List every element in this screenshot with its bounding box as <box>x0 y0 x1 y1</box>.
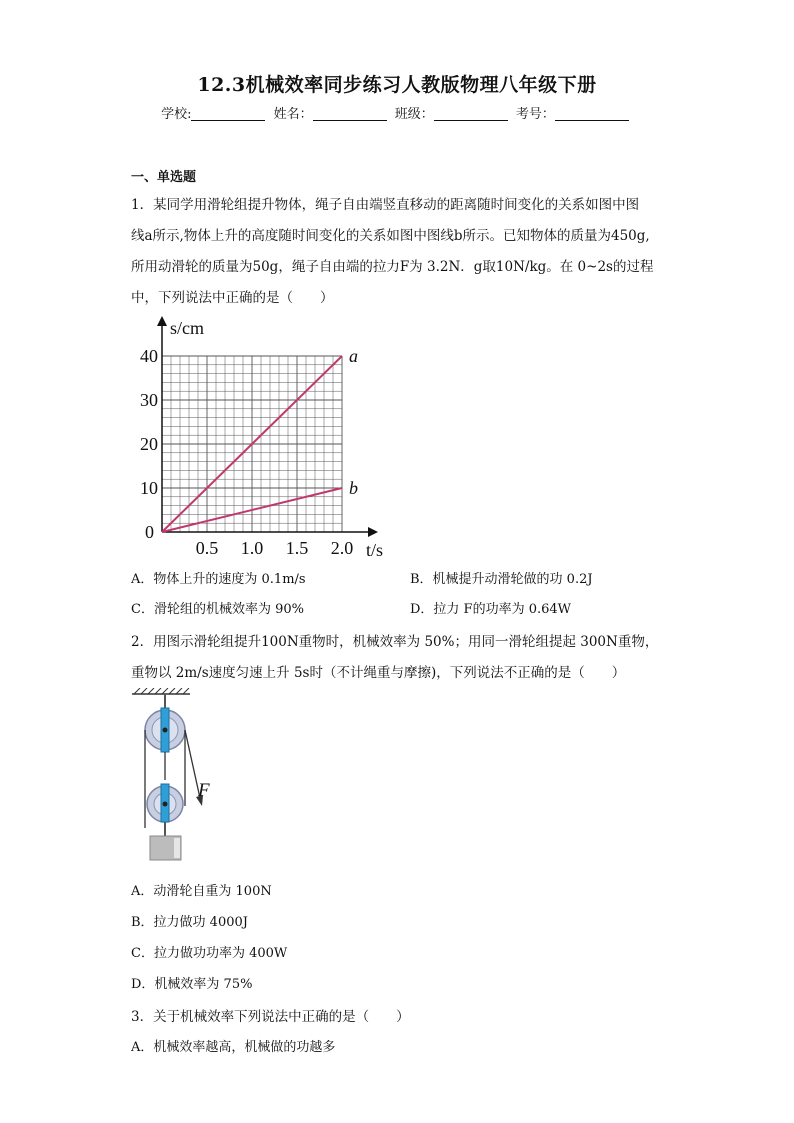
q2-line-1: 2．用图示滑轮组提升100N重物时，机械效率为 50%；用同一滑轮组提起 300N重物， <box>131 634 659 650</box>
name-label: 姓名： <box>273 107 313 122</box>
x-tick-label: 1.0 <box>240 538 264 557</box>
student-info-row <box>0 103 794 122</box>
x-axis-arrow <box>368 527 378 537</box>
q1-option-d: D．拉力 F的功率为 0.64W <box>410 602 572 617</box>
origin-label: 0 <box>145 522 154 542</box>
q1-line-1: 1．某同学用滑轮组提升物体，绳子自由端竖直移动的距离随时间变化的关系如图中图 <box>131 197 640 213</box>
q2-option-a: A．动滑轮自重为 100N <box>131 884 272 899</box>
y-tick-label: 40 <box>140 346 158 366</box>
x-axis-label: t/s <box>366 540 384 557</box>
ceiling-hatch <box>134 688 189 694</box>
q1-line-4: 中，下列说法中正确的是（ ） <box>131 290 334 306</box>
page-title: 12.3机械效率同步练习人教版物理八年级下册 <box>197 74 597 96</box>
school-blank <box>191 106 265 121</box>
y-axis-label: s/cm <box>170 318 204 338</box>
series-label-b: b <box>349 478 358 498</box>
section-title: 一、单选题 <box>131 170 197 185</box>
y-tick-label: 10 <box>140 478 158 498</box>
pulley-diagram <box>130 688 230 866</box>
q2-line-2: 重物以 2m/s速度匀速上升 5s时（不计绳重与摩擦)，下列说法不正确的是（ ） <box>131 665 626 681</box>
y-tick-label: 30 <box>140 390 158 410</box>
x-tick-label: 0.5 <box>195 538 219 557</box>
school-label: 学校: <box>161 107 192 122</box>
q1-option-c: C．滑轮组的机械效率为 90% <box>131 602 304 617</box>
q2-option-b: B．拉力做功 4000J <box>131 915 248 930</box>
q1-line-3: 所用动滑轮的质量为50g，绳子自由端的拉力F为 3.2N．g取10N/kg。在 0~2s的过程 <box>131 259 654 275</box>
q2-option-c: C．拉力做功功率为 400W <box>131 946 288 961</box>
series-label-a: a <box>349 346 358 366</box>
chart-series <box>162 346 358 532</box>
x-tick-label: 1.5 <box>285 538 309 557</box>
q1-chart <box>140 312 400 557</box>
q2-option-d: D．机械效率为 75% <box>131 977 253 992</box>
q1-line-2: 线a所示,物体上升的高度随时间变化的关系如图中图线b所示。已知物体的质量为450g, <box>131 228 650 244</box>
number-blank <box>555 106 629 121</box>
x-tick-label: 2.0 <box>330 538 354 557</box>
q3-line-1: 3．关于机械效率下列说法中正确的是（ ） <box>131 1009 410 1025</box>
class-label: 班级： <box>394 107 434 122</box>
q1-option-b: B．机械提升动滑轮做的功 0.2J <box>410 572 593 587</box>
q3-option-a: A．机械效率越高，机械做的功越多 <box>131 1040 336 1055</box>
chart-labels <box>140 318 383 557</box>
number-label: 考号： <box>515 107 555 122</box>
q1-option-a: A．物体上升的速度为 0.1m/s <box>131 572 306 587</box>
name-blank <box>313 106 387 121</box>
y-tick-label: 20 <box>140 434 158 454</box>
force-label: F <box>198 780 210 801</box>
y-axis-arrow <box>157 316 167 326</box>
class-blank <box>434 106 508 121</box>
